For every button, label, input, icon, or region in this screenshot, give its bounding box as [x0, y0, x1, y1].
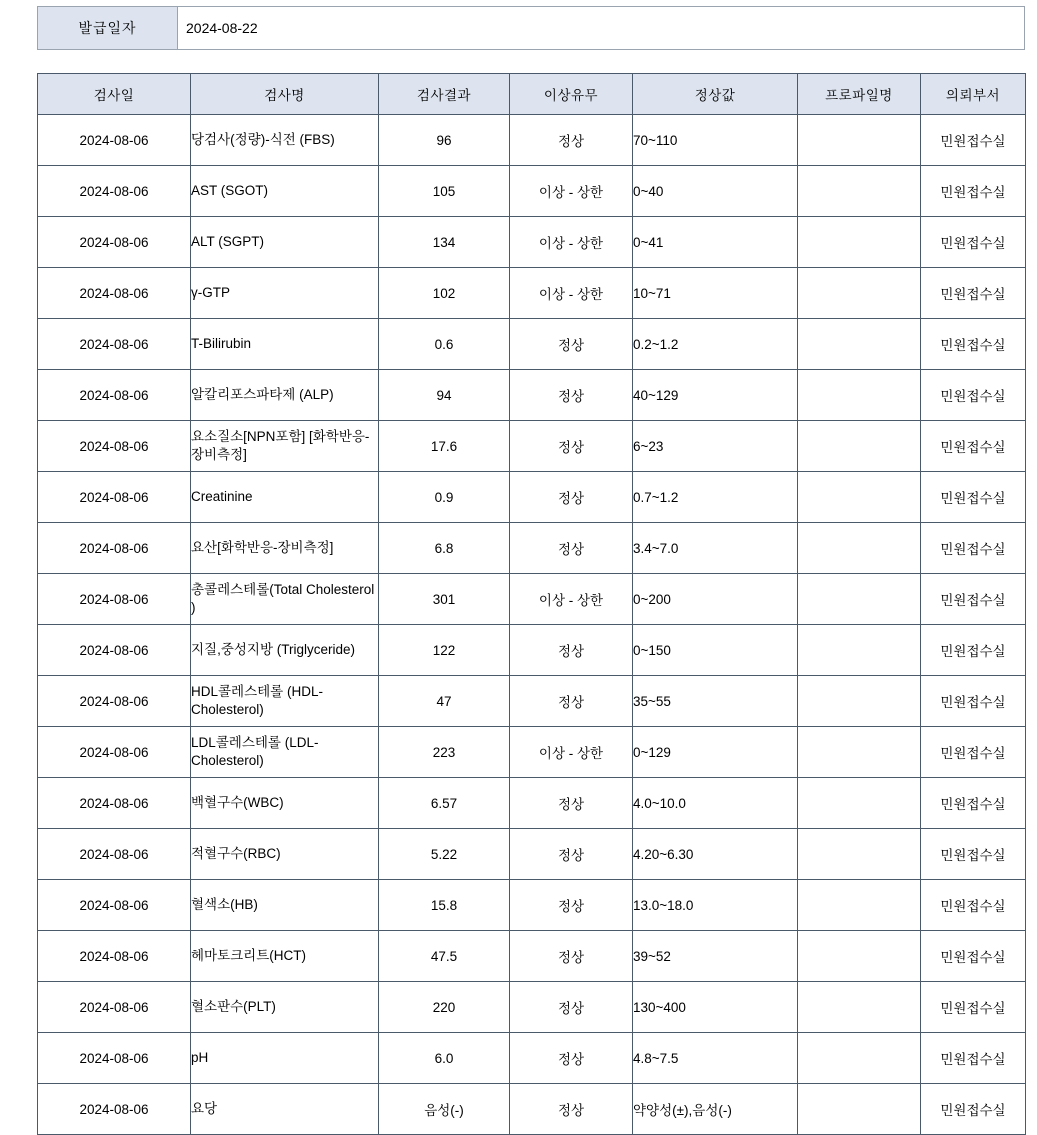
- cell-abnormal: 정상: [510, 1033, 633, 1084]
- cell-test-result: 17.6: [379, 421, 510, 472]
- cell-test-date: 2024-08-06: [38, 472, 191, 523]
- cell-abnormal: 정상: [510, 880, 633, 931]
- cell-department: 민원접수실: [921, 370, 1026, 421]
- column-header-department: 의뢰부서: [921, 74, 1026, 115]
- cell-test-result: 102: [379, 268, 510, 319]
- cell-test-result: 223: [379, 727, 510, 778]
- cell-department: 민원접수실: [921, 880, 1026, 931]
- table-row: [38, 268, 1026, 319]
- table-row: [38, 829, 1026, 880]
- table-row: [38, 472, 1026, 523]
- column-header-abnormal: 이상유무: [510, 74, 633, 115]
- cell-department: 민원접수실: [921, 217, 1026, 268]
- cell-test-result: 122: [379, 625, 510, 676]
- cell-abnormal: 이상 - 상한: [510, 727, 633, 778]
- cell-test-result: 47: [379, 676, 510, 727]
- column-header-normal-range: 정상값: [633, 74, 798, 115]
- cell-test-result: 94: [379, 370, 510, 421]
- cell-department: 민원접수실: [921, 115, 1026, 166]
- cell-test-name: 총콜레스테롤(Total Cholesterol ): [191, 574, 379, 625]
- cell-test-result: 134: [379, 217, 510, 268]
- cell-abnormal: 정상: [510, 115, 633, 166]
- cell-department: 민원접수실: [921, 166, 1026, 217]
- cell-test-result: 6.57: [379, 778, 510, 829]
- cell-test-name: AST (SGOT): [191, 166, 379, 217]
- cell-normal-range: 0.7~1.2: [633, 472, 798, 523]
- cell-test-result: 47.5: [379, 931, 510, 982]
- cell-test-result: 105: [379, 166, 510, 217]
- cell-test-name: 요당: [191, 1084, 379, 1135]
- cell-test-name: 혈색소(HB): [191, 880, 379, 931]
- table-row: [38, 370, 1026, 421]
- cell-test-result: 220: [379, 982, 510, 1033]
- cell-abnormal: 정상: [510, 523, 633, 574]
- cell-test-name: 적혈구수(RBC): [191, 829, 379, 880]
- document-page: [0, 6, 1037, 1118]
- cell-test-name: 백혈구수(WBC): [191, 778, 379, 829]
- cell-abnormal: 정상: [510, 1084, 633, 1135]
- cell-test-result: 0.9: [379, 472, 510, 523]
- cell-profile-name: [798, 982, 921, 1033]
- cell-abnormal: 정상: [510, 370, 633, 421]
- cell-test-date: 2024-08-06: [38, 217, 191, 268]
- column-header-test-date: 검사일: [38, 74, 191, 115]
- cell-profile-name: [798, 829, 921, 880]
- issue-date-table: [37, 6, 1025, 50]
- cell-department: 민원접수실: [921, 982, 1026, 1033]
- cell-test-date: 2024-08-06: [38, 574, 191, 625]
- table-row: [38, 880, 1026, 931]
- cell-department: 민원접수실: [921, 472, 1026, 523]
- cell-normal-range: 4.0~10.0: [633, 778, 798, 829]
- cell-test-name: LDL콜레스테롤 (LDL-Cholesterol): [191, 727, 379, 778]
- cell-normal-range: 4.8~7.5: [633, 1033, 798, 1084]
- cell-profile-name: [798, 1033, 921, 1084]
- cell-test-date: 2024-08-06: [38, 625, 191, 676]
- cell-profile-name: [798, 319, 921, 370]
- table-row: [38, 931, 1026, 982]
- cell-test-result: 0.6: [379, 319, 510, 370]
- table-header-row: [38, 74, 1026, 115]
- cell-test-result: 96: [379, 115, 510, 166]
- cell-profile-name: [798, 421, 921, 472]
- cell-department: 민원접수실: [921, 625, 1026, 676]
- cell-test-name: ALT (SGPT): [191, 217, 379, 268]
- cell-department: 민원접수실: [921, 319, 1026, 370]
- cell-test-result: 15.8: [379, 880, 510, 931]
- cell-normal-range: 39~52: [633, 931, 798, 982]
- cell-abnormal: 정상: [510, 982, 633, 1033]
- cell-department: 민원접수실: [921, 523, 1026, 574]
- table-row: [38, 676, 1026, 727]
- cell-test-date: 2024-08-06: [38, 319, 191, 370]
- cell-test-date: 2024-08-06: [38, 523, 191, 574]
- cell-abnormal: 이상 - 상한: [510, 574, 633, 625]
- cell-normal-range: 13.0~18.0: [633, 880, 798, 931]
- table-row: [38, 625, 1026, 676]
- cell-department: 민원접수실: [921, 574, 1026, 625]
- lab-results-table: [37, 73, 1026, 1135]
- cell-department: 민원접수실: [921, 931, 1026, 982]
- cell-profile-name: [798, 727, 921, 778]
- cell-profile-name: [798, 574, 921, 625]
- table-body: [38, 115, 1026, 1135]
- table-row: [38, 574, 1026, 625]
- cell-profile-name: [798, 166, 921, 217]
- cell-test-name: 당검사(정량)-식전 (FBS): [191, 115, 379, 166]
- column-header-test-name: 검사명: [191, 74, 379, 115]
- cell-abnormal: 정상: [510, 829, 633, 880]
- cell-abnormal: 정상: [510, 319, 633, 370]
- cell-normal-range: 0~41: [633, 217, 798, 268]
- cell-test-result: 5.22: [379, 829, 510, 880]
- issue-date-label: 발급일자: [38, 7, 178, 50]
- cell-normal-range: 4.20~6.30: [633, 829, 798, 880]
- table-row: [38, 217, 1026, 268]
- issue-date-row: [38, 7, 1025, 50]
- cell-profile-name: [798, 880, 921, 931]
- cell-test-result: 6.0: [379, 1033, 510, 1084]
- cell-test-date: 2024-08-06: [38, 1084, 191, 1135]
- cell-profile-name: [798, 931, 921, 982]
- cell-profile-name: [798, 472, 921, 523]
- cell-test-date: 2024-08-06: [38, 268, 191, 319]
- cell-normal-range: 70~110: [633, 115, 798, 166]
- cell-test-date: 2024-08-06: [38, 1033, 191, 1084]
- cell-test-name: γ-GTP: [191, 268, 379, 319]
- cell-normal-range: 0~200: [633, 574, 798, 625]
- table-row: [38, 982, 1026, 1033]
- cell-department: 민원접수실: [921, 778, 1026, 829]
- table-row: [38, 727, 1026, 778]
- table-row: [38, 1033, 1026, 1084]
- cell-normal-range: 0.2~1.2: [633, 319, 798, 370]
- cell-profile-name: [798, 370, 921, 421]
- column-header-test-result: 검사결과: [379, 74, 510, 115]
- cell-test-date: 2024-08-06: [38, 115, 191, 166]
- cell-test-date: 2024-08-06: [38, 727, 191, 778]
- cell-profile-name: [798, 268, 921, 319]
- cell-department: 민원접수실: [921, 1084, 1026, 1135]
- cell-test-name: 알칼리포스파타제 (ALP): [191, 370, 379, 421]
- cell-test-date: 2024-08-06: [38, 778, 191, 829]
- cell-test-name: 지질,중성지방 (Triglyceride): [191, 625, 379, 676]
- cell-abnormal: 이상 - 상한: [510, 217, 633, 268]
- cell-profile-name: [798, 523, 921, 574]
- cell-profile-name: [798, 1084, 921, 1135]
- cell-abnormal: 정상: [510, 472, 633, 523]
- cell-abnormal: 정상: [510, 421, 633, 472]
- cell-abnormal: 이상 - 상한: [510, 268, 633, 319]
- cell-test-date: 2024-08-06: [38, 982, 191, 1033]
- cell-abnormal: 이상 - 상한: [510, 166, 633, 217]
- cell-test-name: 헤마토크리트(HCT): [191, 931, 379, 982]
- cell-profile-name: [798, 676, 921, 727]
- cell-department: 민원접수실: [921, 829, 1026, 880]
- cell-abnormal: 정상: [510, 676, 633, 727]
- table-row: [38, 166, 1026, 217]
- cell-test-name: 요소질소[NPN포함] [화학반응-장비측정]: [191, 421, 379, 472]
- cell-test-date: 2024-08-06: [38, 421, 191, 472]
- issue-date-value: 2024-08-22: [178, 7, 1025, 50]
- cell-test-result: 301: [379, 574, 510, 625]
- cell-test-date: 2024-08-06: [38, 931, 191, 982]
- cell-test-result: 6.8: [379, 523, 510, 574]
- cell-test-name: T-Bilirubin: [191, 319, 379, 370]
- cell-test-name: pH: [191, 1033, 379, 1084]
- table-row: [38, 523, 1026, 574]
- cell-test-date: 2024-08-06: [38, 370, 191, 421]
- cell-department: 민원접수실: [921, 727, 1026, 778]
- cell-profile-name: [798, 217, 921, 268]
- cell-test-date: 2024-08-06: [38, 166, 191, 217]
- cell-test-name: 요산[화학반응-장비측정]: [191, 523, 379, 574]
- table-row: [38, 421, 1026, 472]
- cell-test-name: Creatinine: [191, 472, 379, 523]
- cell-normal-range: 약양성(±),음성(-): [633, 1084, 798, 1135]
- cell-profile-name: [798, 115, 921, 166]
- table-row: [38, 115, 1026, 166]
- table-row: [38, 778, 1026, 829]
- cell-normal-range: 6~23: [633, 421, 798, 472]
- cell-test-date: 2024-08-06: [38, 880, 191, 931]
- cell-test-date: 2024-08-06: [38, 676, 191, 727]
- cell-department: 민원접수실: [921, 421, 1026, 472]
- cell-normal-range: 10~71: [633, 268, 798, 319]
- cell-normal-range: 0~150: [633, 625, 798, 676]
- cell-profile-name: [798, 625, 921, 676]
- cell-normal-range: 130~400: [633, 982, 798, 1033]
- column-header-profile-name: 프로파일명: [798, 74, 921, 115]
- cell-test-name: 혈소판수(PLT): [191, 982, 379, 1033]
- cell-profile-name: [798, 778, 921, 829]
- cell-department: 민원접수실: [921, 676, 1026, 727]
- cell-department: 민원접수실: [921, 1033, 1026, 1084]
- cell-normal-range: 35~55: [633, 676, 798, 727]
- cell-abnormal: 정상: [510, 625, 633, 676]
- cell-normal-range: 40~129: [633, 370, 798, 421]
- table-row: [38, 1084, 1026, 1135]
- cell-abnormal: 정상: [510, 778, 633, 829]
- table-row: [38, 319, 1026, 370]
- cell-department: 민원접수실: [921, 268, 1026, 319]
- cell-test-date: 2024-08-06: [38, 829, 191, 880]
- results-table-container: [37, 73, 1025, 1135]
- cell-test-result: 음성(-): [379, 1084, 510, 1135]
- cell-normal-range: 3.4~7.0: [633, 523, 798, 574]
- cell-abnormal: 정상: [510, 931, 633, 982]
- cell-normal-range: 0~129: [633, 727, 798, 778]
- cell-test-name: HDL콜레스테롤 (HDL-Cholesterol): [191, 676, 379, 727]
- cell-normal-range: 0~40: [633, 166, 798, 217]
